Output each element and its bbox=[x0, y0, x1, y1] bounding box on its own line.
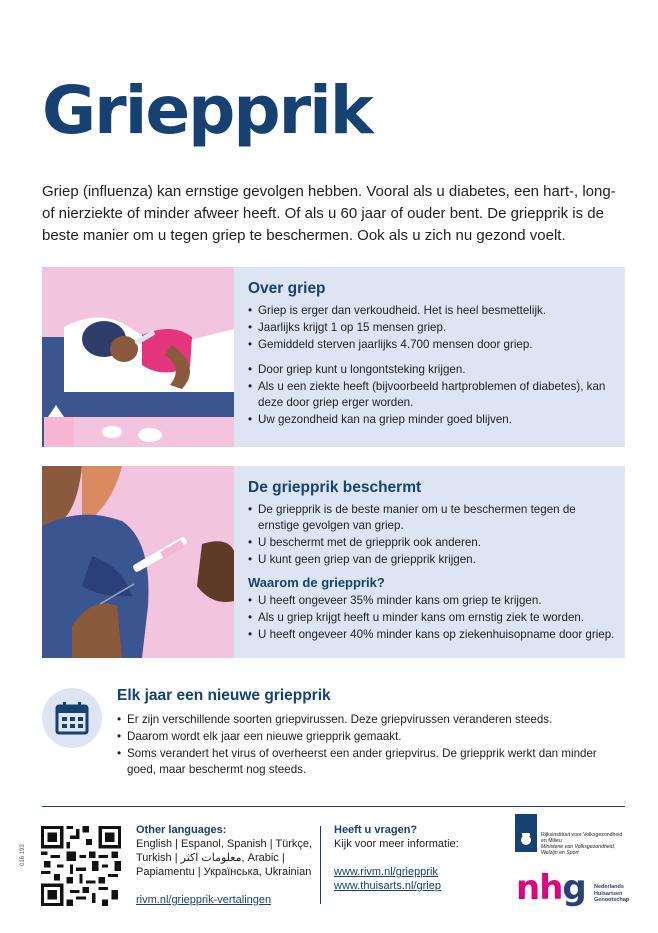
other-languages bbox=[136, 823, 316, 906]
list-item: • De griepprik is de beste manier om u te beschermen tegen de ernstige gevolgen van griep. bbox=[248, 502, 618, 534]
languages-line: Turkish | معلومات اكثر, Arabic | bbox=[136, 852, 285, 864]
griepprik-beschermt-panel bbox=[42, 466, 625, 658]
nhg-text: Nederlands bbox=[594, 884, 624, 890]
nhg-text: Genootschap bbox=[594, 897, 630, 903]
page-title: Griepprik bbox=[42, 72, 372, 149]
footer-vertical-divider bbox=[320, 826, 321, 904]
rivm-text: Welzijn en Sport bbox=[541, 850, 579, 856]
questions-heading: Heeft u vragen? bbox=[334, 824, 418, 836]
rivm-text: Ministerie van Volksgezondheid, bbox=[541, 844, 616, 850]
intro-text: Griep (influenza) kan ernstige gevolgen hebben. Vooral als u diabetes, een hart-, long- of nierziekte of minder afweer heeft. Of als u 60 jaar of ouder bent. De griepprik is de beste manier om u tegen griep te beschermen. Ook als u zich nu gezond voelt. bbox=[42, 183, 616, 244]
list-item: • Door griep kunt u longontsteking krijgen. bbox=[248, 362, 618, 378]
rivm-logo bbox=[515, 814, 633, 854]
languages-line: Papiamentu | Українська, Ukrainian bbox=[136, 866, 312, 878]
list-item: • Als u griep krijgt heeft u minder kans om ernstig ziek te worden. bbox=[248, 610, 618, 626]
qr-code[interactable] bbox=[41, 826, 121, 906]
jaarlijks-heading: Elk jaar een nieuwe griepprik bbox=[117, 687, 331, 704]
list-item: • U heeft ongeveer 35% minder kans om griep te krijgen. bbox=[248, 593, 618, 609]
nhg-wordmark: nhg bbox=[516, 868, 586, 908]
rivm-link[interactable]: www.rivm.nl/griepprik bbox=[334, 866, 438, 878]
list-item: • U heeft ongeveer 40% minder kans op ziekenhuisopname door griep. bbox=[248, 627, 618, 643]
nhg-text: Huisartsen bbox=[594, 890, 623, 897]
calendar-icon bbox=[42, 688, 102, 748]
list-item: • Gemiddeld sterven jaarlijks 4.700 mensen door griep. bbox=[248, 337, 618, 353]
questions-text: Kijk voor meer informatie: bbox=[334, 838, 459, 850]
list-item: • Daarom wordt elk jaar een nieuwe griepprik gemaakt. bbox=[117, 729, 627, 745]
list-item: • Jaarlijks krijgt 1 op 15 mensen griep. bbox=[248, 320, 618, 336]
over-griep-panel bbox=[42, 267, 625, 447]
list-item: • Uw gezondheid kan na griep minder goed blijven. bbox=[248, 412, 618, 428]
translations-link[interactable]: rivm.nl/griepprik-vertalingen bbox=[136, 894, 272, 906]
list-item: • Als u een ziekte heeft (bijvoorbeeld hartproblemen of diabetes), kan deze door griep erger worden. bbox=[248, 379, 618, 411]
list-item: • Griep is erger dan verkoudheid. Het is heel besmettelijk. bbox=[248, 303, 618, 319]
rivm-text: Rijksinstituut voor Volksgezondheid bbox=[541, 832, 623, 838]
footer-divider bbox=[42, 806, 625, 807]
list-item: • Er zijn verschillende soorten griepvirussen. Deze griepvirussen veranderen steeds. bbox=[117, 712, 627, 728]
beschermt-heading: De griepprik beschermt bbox=[248, 479, 422, 496]
rivm-emblem bbox=[515, 814, 537, 852]
thuisarts-link[interactable]: www.thuisarts.nl/griep bbox=[334, 880, 441, 892]
list-item: • U kunt geen griep van de griepprik krijgen. bbox=[248, 552, 618, 568]
vaccination-illustration bbox=[42, 466, 234, 658]
list-item: • U beschermt met de griepprik ook anderen. bbox=[248, 535, 618, 551]
sick-person-illustration bbox=[42, 267, 234, 447]
rivm-text: en Milieu bbox=[541, 838, 562, 844]
list-item: • Soms verandert het virus of overheerst een ander griepvirus. De griepprik werkt dan minder goed, maar beschermt nog steeds. bbox=[117, 746, 627, 778]
document-code: 016 193 bbox=[20, 844, 26, 866]
nhg-logo bbox=[516, 868, 634, 912]
languages-heading: Other languages: bbox=[136, 824, 227, 836]
questions-block bbox=[334, 823, 494, 892]
waarom-heading: Waarom de griepprik? bbox=[248, 575, 385, 590]
languages-line: English | Espanol, Spanish | Türkçe, bbox=[136, 838, 313, 850]
over-griep-heading: Over griep bbox=[248, 280, 326, 297]
